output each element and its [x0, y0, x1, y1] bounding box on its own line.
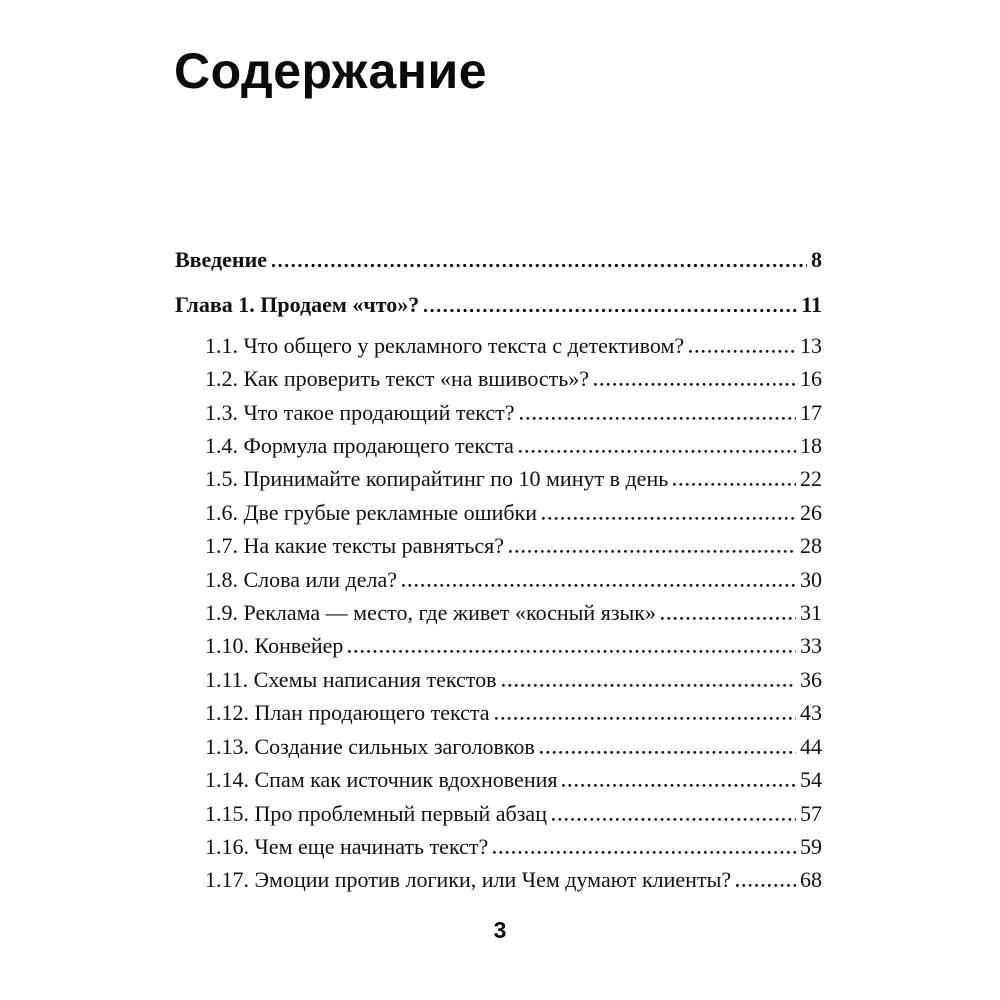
- toc-entry-label: 1.11. Схемы написания текстов: [205, 666, 497, 692]
- toc-entry-page: 13: [800, 332, 822, 358]
- toc-entry-label: 1.7. На какие тексты равняться?: [205, 533, 505, 559]
- toc-entry-label: 1.2. Как проверить текст «на вшивость»?: [205, 366, 590, 392]
- toc-entry: [175, 462, 822, 495]
- toc-entry-page: 43: [800, 700, 822, 726]
- toc-entry-page: 26: [800, 499, 822, 525]
- toc-entry-page: 36: [800, 666, 822, 692]
- dot-leader: [594, 383, 796, 386]
- toc-entry: [175, 629, 822, 662]
- dot-leader: [552, 818, 796, 821]
- toc-entry: [175, 243, 822, 276]
- toc-entry-page: 31: [800, 600, 822, 626]
- toc-entry: [175, 429, 822, 462]
- toc-entry-label: 1.17. Эмоции против логики, или Чем думают клиенты?: [205, 867, 732, 893]
- page-title: Содержание: [174, 43, 488, 99]
- toc-entry: [175, 288, 822, 321]
- toc-entry-label: 1.13. Создание сильных заголовков: [205, 733, 535, 759]
- toc-entry-page: 22: [800, 466, 822, 492]
- dot-leader: [272, 264, 807, 267]
- toc-entry-page: 28: [800, 533, 822, 559]
- toc-entry-page: 30: [800, 566, 822, 592]
- toc-entry-label: 1.4. Формула продающего текста: [205, 433, 514, 459]
- toc-entry-page: 17: [800, 399, 822, 425]
- toc-entry: [175, 362, 822, 395]
- toc-entry-label: 1.6. Две грубые рекламные ошибки: [205, 499, 538, 525]
- dot-leader: [424, 309, 797, 312]
- dot-leader: [562, 784, 796, 787]
- toc-entry-page: 18: [800, 433, 822, 459]
- toc-entry: [175, 529, 822, 562]
- dot-leader: [540, 751, 796, 754]
- toc-entry: [175, 596, 822, 629]
- toc-entry-label: 1.16. Чем еще начинать текст?: [205, 833, 489, 859]
- toc-entry-page: 11: [801, 292, 822, 318]
- toc-entry: [175, 863, 822, 896]
- toc-entry-label: 1.5. Принимайте копирайтинг по 10 минут в день: [205, 466, 669, 492]
- toc-entry: [175, 763, 822, 796]
- toc-entry-label: 1.9. Реклама — место, где живет «косный язык»: [205, 600, 656, 626]
- dot-leader: [495, 717, 796, 720]
- page-number: 3: [493, 917, 507, 943]
- dot-leader: [673, 483, 796, 486]
- toc-entry: [175, 663, 822, 696]
- toc-entry-page: 68: [800, 867, 822, 893]
- dot-leader: [661, 617, 796, 620]
- toc-entry: [175, 329, 822, 362]
- toc-entry-label: Введение: [175, 247, 268, 272]
- dot-leader: [502, 684, 796, 687]
- dot-leader: [736, 884, 796, 887]
- toc-entry-label: 1.12. План продающего текста: [205, 700, 490, 726]
- dot-leader: [348, 650, 796, 653]
- toc-entry-label: 1.15. Про проблемный первый абзац: [205, 800, 547, 826]
- toc-entry-page: 44: [800, 733, 822, 759]
- toc-entry: [175, 730, 822, 763]
- dot-leader: [520, 417, 796, 420]
- toc-entry-label: 1.10. Конвейер: [205, 633, 344, 659]
- toc-entry-page: 8: [811, 247, 822, 272]
- toc-entry-page: 57: [800, 800, 822, 826]
- dot-leader: [402, 584, 796, 587]
- toc-entry-label: 1.8. Слова или дела?: [205, 566, 398, 592]
- toc-entry-label: Глава 1. Продаем «что»?: [175, 292, 420, 318]
- dot-leader: [689, 350, 796, 353]
- toc-entry-label: 1.14. Спам как источник вдохновения: [205, 767, 558, 793]
- toc-entry-label: 1.1. Что общего у рекламного текста с детективом?: [205, 332, 685, 358]
- toc-entry: [175, 797, 822, 830]
- toc-entry-label: 1.3. Что такое продающий текст?: [205, 399, 515, 425]
- dot-leader: [509, 550, 796, 553]
- toc-entry-page: 16: [800, 366, 822, 392]
- toc-entry-page: 54: [800, 767, 822, 793]
- dot-leader: [542, 517, 796, 520]
- toc-entry: [175, 696, 822, 729]
- toc-entry: [175, 396, 822, 429]
- dot-leader: [519, 450, 796, 453]
- dot-leader: [493, 851, 796, 854]
- toc-entry: [175, 496, 822, 529]
- toc-entry: [175, 563, 822, 596]
- toc-entry-page: 59: [800, 833, 822, 859]
- toc-entry-page: 33: [800, 633, 822, 659]
- toc-entry: [175, 830, 822, 863]
- toc-list: [175, 243, 822, 897]
